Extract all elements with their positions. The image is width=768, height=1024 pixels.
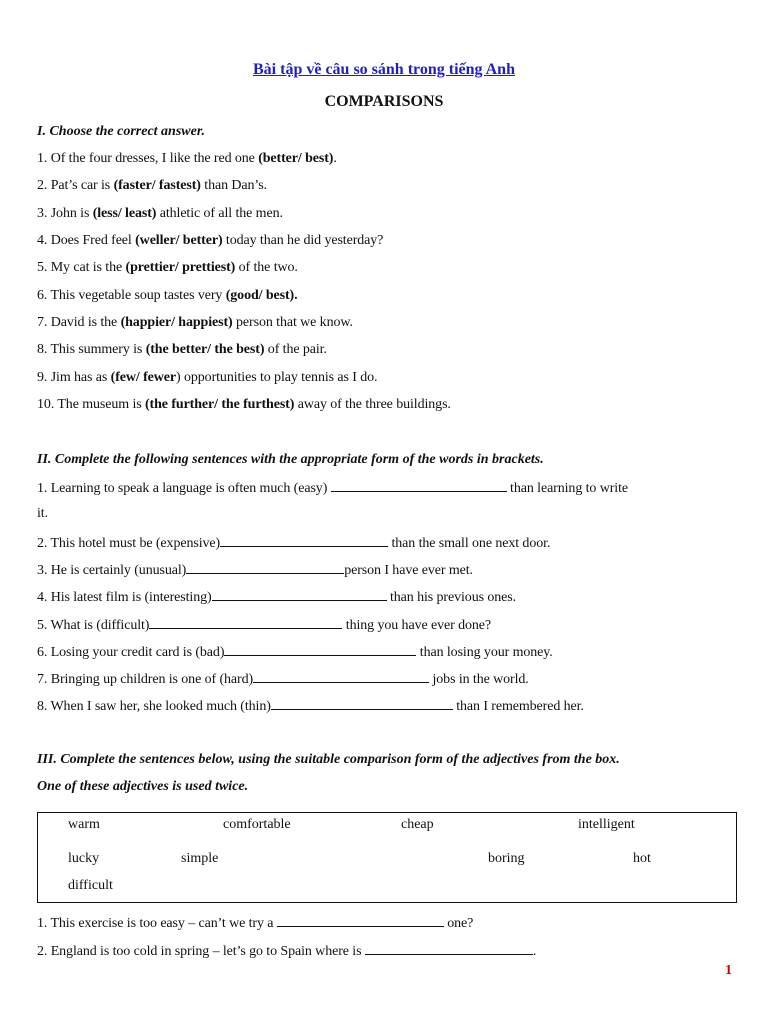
- answer-blank[interactable]: [331, 479, 507, 492]
- item-text: person that we know.: [232, 315, 353, 330]
- item-text: person I have ever met.: [344, 563, 473, 578]
- section-1-item: [37, 370, 377, 386]
- answer-blank[interactable]: [220, 534, 388, 547]
- item-text: 7. David is the: [37, 315, 121, 330]
- item-text: 8. When I saw her, she looked much (thin): [37, 699, 271, 714]
- adjective-word: cheap: [401, 817, 434, 832]
- item-option: (prettier/ prettiest): [125, 260, 236, 275]
- answer-blank[interactable]: [212, 588, 387, 601]
- item-text: 5. What is (difficult): [37, 618, 150, 633]
- section-1-item: [37, 315, 353, 331]
- section-3-heading-line2: One of these adjectives is used twice.: [37, 779, 249, 794]
- item-option: (less/ least): [92, 206, 157, 221]
- section-2-item: [37, 479, 628, 497]
- item-text: thing you have ever done?: [342, 618, 491, 633]
- section-2-item: [37, 561, 473, 579]
- item-text: 4. Does Fred feel: [37, 233, 136, 248]
- answer-blank[interactable]: [224, 643, 416, 656]
- item-option: (the further/ the furthest): [145, 397, 295, 412]
- adjective-word: hot: [633, 851, 651, 866]
- item-text: than his previous ones.: [386, 590, 517, 605]
- item-option: (weller/ better): [135, 233, 223, 248]
- section-2-heading: II. Complete the following sentences with the appropriate form of the words in brackets.: [37, 452, 544, 467]
- section-1-item: [37, 342, 327, 358]
- section-2-item: [37, 616, 491, 634]
- item-text: 2. This hotel must be (expensive): [37, 536, 221, 551]
- section-1-item: [37, 206, 283, 222]
- section-3-item: [37, 942, 536, 960]
- item-option: (faster/ fastest): [113, 178, 201, 193]
- item-text: jobs in the world.: [429, 672, 529, 687]
- item-text: .: [532, 944, 537, 959]
- item-text: of the two.: [235, 260, 298, 275]
- page-number: 1: [725, 963, 732, 978]
- item-text: than I remembered her.: [452, 699, 584, 714]
- item-text: than losing your money.: [416, 645, 553, 660]
- answer-blank[interactable]: [365, 942, 533, 955]
- item-option: (the better/ the best): [145, 342, 265, 357]
- item-option: (few/ fewer: [110, 370, 177, 385]
- section-2-item: [37, 670, 529, 688]
- item-text: 10. The museum is: [37, 397, 145, 412]
- item-text: .: [333, 151, 337, 166]
- item-text: 6. Losing your credit card is (bad): [37, 645, 225, 660]
- item-text: 2. England is too cold in spring – let’s go to Spain where is: [37, 944, 365, 959]
- item-text: it.: [37, 506, 48, 521]
- item-text: athletic of all the men.: [156, 206, 283, 221]
- item-text: 1. This exercise is too easy – can’t we try a: [37, 916, 277, 931]
- section-3-item: [37, 914, 473, 932]
- item-text: 2. Pat’s car is: [37, 178, 114, 193]
- item-text: today than he did yesterday?: [222, 233, 384, 248]
- document-subtitle: COMPARISONS: [324, 93, 444, 110]
- answer-blank[interactable]: [186, 561, 344, 574]
- item-text: 9. Jim has as: [37, 370, 111, 385]
- section-3-heading: III. Complete the sentences below, using the suitable comparison form of the adjectives from the box.: [37, 752, 620, 767]
- answer-blank[interactable]: [271, 697, 453, 710]
- item-text: one?: [443, 916, 474, 931]
- adjective-word: difficult: [68, 878, 113, 893]
- answer-blank[interactable]: [253, 670, 429, 683]
- item-text: 1. Learning to speak a language is often much (easy): [37, 481, 331, 496]
- item-option: (better/ best): [258, 151, 334, 166]
- section-2-item: [37, 697, 584, 715]
- section-1-item: [37, 260, 298, 276]
- item-text: 1. Of the four dresses, I like the red one: [37, 151, 259, 166]
- item-text: 3. John is: [37, 206, 93, 221]
- item-text: 4. His latest film is (interesting): [37, 590, 212, 605]
- item-option: (good/ best).: [225, 288, 298, 303]
- item-text: 8. This summery is: [37, 342, 146, 357]
- item-text: 6. This vegetable soup tastes very: [37, 288, 226, 303]
- answer-blank[interactable]: [149, 616, 342, 629]
- section-1-item: [37, 397, 451, 413]
- item-text: ) opportunities to play tennis as I do.: [176, 370, 378, 385]
- section-2-item: [37, 534, 550, 552]
- section-1-item: [37, 288, 298, 304]
- section-1-item: [37, 178, 267, 194]
- document-title[interactable]: Bài tập về câu so sánh trong tiếng Anh: [253, 61, 515, 78]
- answer-blank[interactable]: [277, 914, 444, 927]
- section-2-item: [37, 506, 48, 522]
- adjective-word: warm: [68, 817, 100, 832]
- item-text: 7. Bringing up children is one of (hard): [37, 672, 254, 687]
- adjective-word: boring: [488, 851, 525, 866]
- section-2-item: [37, 588, 516, 606]
- adjective-word: simple: [181, 851, 219, 866]
- adjective-word: intelligent: [578, 817, 635, 832]
- section-1-item: [37, 151, 337, 167]
- adjective-word: comfortable: [223, 817, 291, 832]
- item-text: 3. He is certainly (unusual): [37, 563, 187, 578]
- item-option: (happier/ happiest): [120, 315, 233, 330]
- adjective-box: [37, 812, 737, 903]
- item-text: than the small one next door.: [388, 536, 551, 551]
- adjective-word: lucky: [68, 851, 100, 866]
- item-text: away of the three buildings.: [294, 397, 451, 412]
- item-text: of the pair.: [264, 342, 327, 357]
- section-1-heading: I. Choose the correct answer.: [37, 124, 206, 139]
- item-text: 5. My cat is the: [37, 260, 126, 275]
- section-2-item: [37, 643, 553, 661]
- item-text: than Dan’s.: [200, 178, 267, 193]
- item-text: than learning to write: [506, 481, 628, 496]
- section-1-item: [37, 233, 383, 249]
